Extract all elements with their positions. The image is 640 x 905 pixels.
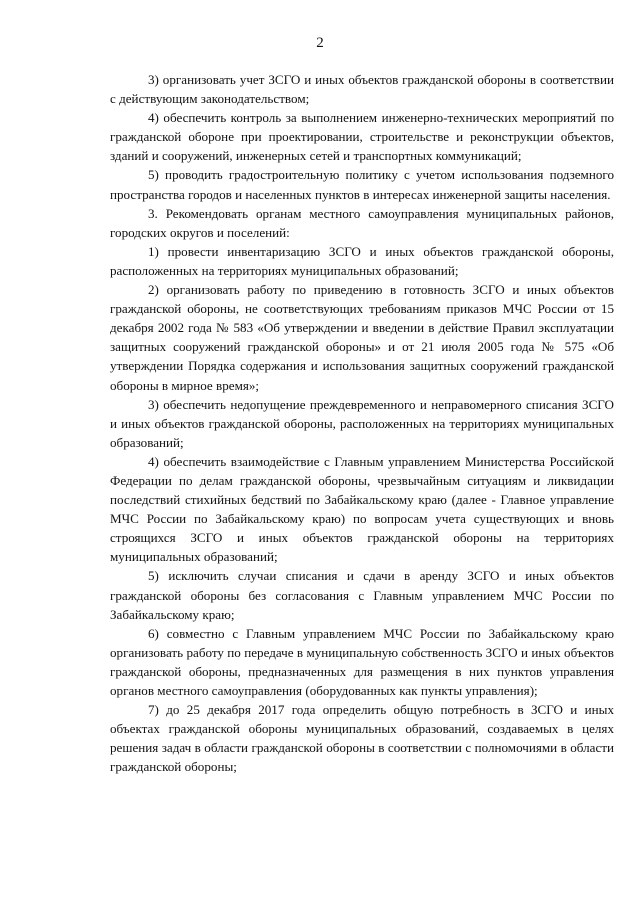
paragraph-7-determine-need: 7) до 25 декабря 2017 года определить общую потребность в ЗСГО и иных объектах гражданской обороны муниципальных образований, создаваемых в целях решения задач в области гражданской обороны в соответствии с полномочиями в области гражданской обороны; (110, 702, 614, 775)
paragraph-3-2-control: 4) обеспечить контроль за выполнением инженерно-технических мероприятий по гражданской обороне при проектировании, строительстве и реконструкции объектов, зданий и сооружений, инженерных сетей и транспортных коммуникаций; (110, 110, 614, 164)
document-body (110, 70, 614, 776)
page-number: 2 (316, 35, 324, 51)
paragraph-3-1-accounting: 3) организовать учет ЗСГО и иных объектов гражданской обороны в соответствии с действующим законодательством; (110, 72, 614, 107)
paragraph-1-inventory: 1) провести инвентаризацию ЗСГО и иных объектов гражданской обороны, расположенных на территориях муниципальных образований; (110, 243, 614, 278)
paragraph-3-prevent-writeoff: 3) обеспечить недопущение преждевременного и неправомерного списания ЗСГО и иных объектов гражданской обороны, расположенных на территориях муниципальных образований; (110, 396, 614, 450)
section-3-heading: 3. Рекомендовать органам местного самоуправления муниципальных районов, городских округов и поселений: (110, 205, 614, 240)
paragraph-3-3-urban-planning: 5) проводить градостроительную политику с учетом использования подземного пространства городов и населенных пунктов в интересах инженерной защиты населения. (110, 167, 614, 202)
paragraph-6-transfer: 6) совместно с Главным управлением МЧС России по Забайкальскому краю организовать работу по передаче в муниципальную собственность ЗСГО и иных объектов гражданской обороны, предназначенных для размещения в них пунктов управления органов местного самоуправления (оборудованных как пункты управления); (110, 625, 614, 698)
paragraph-4-interaction: 4) обеспечить взаимодействие с Главным управлением Министерства Российской Федерации по делам гражданской обороны, чрезвычайным ситуациям и ликвидации последствий стихийных бедствий по Забайкальскому краю (далее - Главное управление МЧС России по Забайкальскому краю) по вопросам учета существующих и вновь строящихся ЗСГО и иных объектов гражданской обороны на территориях муниципальных образований; (110, 453, 614, 565)
paragraph-5-exclude-lease: 5) исключить случаи списания и сдачи в аренду ЗСГО и иных объектов гражданской обороны без согласования с Главным управлением МЧС России по Забайкальскому краю; (110, 568, 614, 622)
paragraph-2-readiness: 2) организовать работу по приведению в готовность ЗСГО и иных объектов гражданской обороны, не соответствующих требованиям приказов МЧС России от 15 декабря 2002 года № 583 «Об утверждении и введении в действие Правил эксплуатации защитных сооружений гражданской обороны» и от 21 июля 2005 года № 575 «Об утверждении Порядка содержания и использования защитных сооружений гражданской обороны в мирное время»; (110, 282, 614, 393)
